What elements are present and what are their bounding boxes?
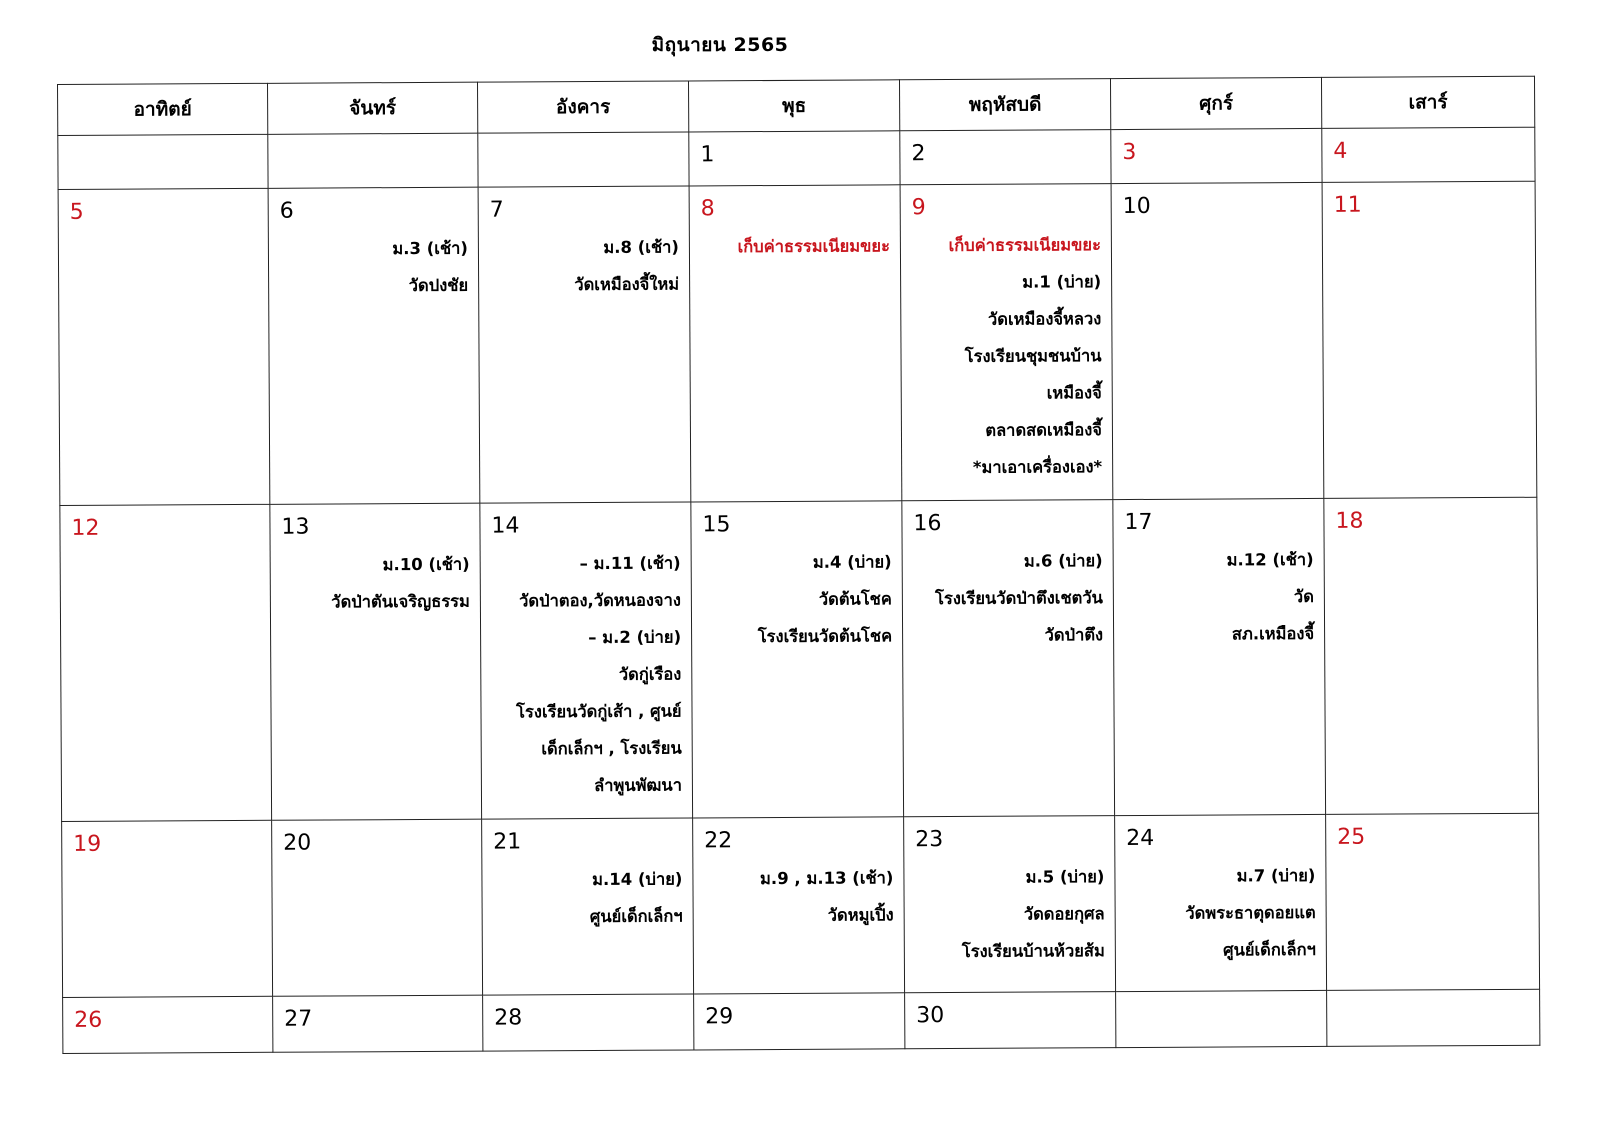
day-number: 8 bbox=[700, 196, 715, 222]
day-cell[interactable] bbox=[62, 820, 273, 997]
event-line: โรงเรียนวัดต้นโชค bbox=[757, 626, 893, 647]
empty-day-cell[interactable] bbox=[1327, 989, 1540, 1046]
weekday-tuesday: อังคาร bbox=[477, 81, 688, 133]
event-list bbox=[904, 852, 1115, 970]
empty-day-cell[interactable] bbox=[478, 132, 689, 187]
day-cell[interactable] bbox=[483, 994, 694, 1051]
event-line: ม.1 (บ่าย) bbox=[1022, 272, 1102, 292]
day-cell[interactable] bbox=[58, 188, 270, 505]
day-number: 25 bbox=[1337, 824, 1366, 850]
calendar-grid bbox=[57, 76, 1540, 1054]
event-list bbox=[690, 221, 900, 265]
day-number: 11 bbox=[1333, 192, 1362, 218]
empty-day-cell[interactable] bbox=[1116, 990, 1327, 1047]
week-row bbox=[62, 813, 1540, 997]
event-list bbox=[693, 853, 903, 934]
day-number: 24 bbox=[1126, 825, 1155, 852]
event-line: วัดต้นโชค bbox=[818, 589, 892, 609]
weekday-wednesday: พุธ bbox=[688, 80, 899, 132]
day-cell[interactable] bbox=[478, 186, 691, 503]
week-row bbox=[58, 127, 1535, 189]
day-cell[interactable] bbox=[689, 185, 902, 502]
day-cell[interactable] bbox=[482, 818, 694, 995]
day-number: 19 bbox=[73, 831, 102, 857]
day-cell[interactable] bbox=[273, 995, 483, 1052]
day-cell[interactable] bbox=[60, 504, 272, 821]
day-cell[interactable] bbox=[270, 503, 482, 820]
day-cell[interactable] bbox=[1322, 181, 1537, 498]
event-line: ม.6 (บ่าย) bbox=[1023, 551, 1103, 571]
event-line: วัดปงชัย bbox=[408, 275, 469, 296]
event-line: ม.5 (บ่าย) bbox=[1025, 867, 1105, 887]
day-number: 16 bbox=[913, 511, 942, 537]
event-line: ศูนย์เด็กเล็กฯ bbox=[589, 906, 683, 927]
event-line: ม.4 (บ่าย) bbox=[812, 552, 892, 572]
weekday-saturday: เสาร์ bbox=[1321, 76, 1534, 128]
event-line: – ม.2 (บ่าย) bbox=[588, 627, 682, 648]
day-cell[interactable] bbox=[1111, 182, 1324, 499]
event-list bbox=[692, 537, 903, 655]
event-line: วัดหมูเปิ้ง bbox=[827, 905, 894, 925]
event-list bbox=[1115, 851, 1326, 969]
day-number: 20 bbox=[283, 830, 312, 856]
event-list bbox=[481, 538, 692, 804]
day-number: 28 bbox=[494, 1005, 523, 1031]
day-number: 21 bbox=[493, 829, 522, 855]
day-cell[interactable] bbox=[1111, 128, 1322, 183]
weekday-thursday: พฤหัสบดี bbox=[899, 79, 1110, 131]
event-line: ม.12 (เช้า) bbox=[1226, 549, 1314, 570]
day-number: 26 bbox=[74, 1007, 103, 1033]
event-line: เก็บค่าธรรมเนียมขยะ bbox=[948, 235, 1101, 256]
day-number: 12 bbox=[71, 515, 100, 541]
event-line: ม.14 (บ่าย) bbox=[592, 869, 683, 890]
day-number: 30 bbox=[916, 1003, 945, 1029]
week-row bbox=[63, 989, 1540, 1053]
day-cell[interactable] bbox=[63, 996, 273, 1053]
day-cell[interactable] bbox=[693, 817, 905, 994]
weekday-friday: ศุกร์ bbox=[1110, 77, 1321, 129]
day-cell[interactable] bbox=[268, 187, 480, 504]
day-number: 14 bbox=[491, 513, 520, 539]
weekday-sunday: อาทิตย์ bbox=[58, 83, 268, 135]
empty-day-cell[interactable] bbox=[58, 134, 268, 189]
day-number: 29 bbox=[705, 1004, 734, 1030]
event-line: เด็กเล็กฯ , โรงเรียน bbox=[541, 738, 682, 759]
event-list bbox=[269, 224, 478, 305]
event-line: ม.10 (เช้า) bbox=[382, 554, 470, 575]
day-number: 23 bbox=[915, 827, 944, 853]
event-line: วัดป่าตันเจริญธรรม bbox=[331, 591, 470, 612]
day-cell[interactable] bbox=[272, 819, 483, 996]
day-cell[interactable] bbox=[689, 131, 900, 186]
event-list bbox=[271, 540, 480, 621]
event-line: สภ.เหมืองจี้ bbox=[1231, 623, 1315, 644]
day-number: 4 bbox=[1333, 138, 1348, 164]
day-number: 10 bbox=[1122, 193, 1151, 220]
event-line: โรงเรียนบ้านห้วยส้ม bbox=[961, 941, 1105, 961]
event-line: เก็บค่าธรรมเนียมขยะ bbox=[737, 236, 890, 257]
event-list bbox=[903, 536, 1114, 654]
day-cell[interactable] bbox=[480, 502, 693, 819]
day-cell[interactable] bbox=[1326, 813, 1540, 990]
event-line: วัดป่าตอง,วัดหนองจาง bbox=[519, 590, 681, 611]
event-line: ม.8 (เช้า) bbox=[603, 237, 679, 257]
day-cell[interactable] bbox=[1322, 127, 1535, 182]
day-number: 9 bbox=[911, 195, 926, 221]
day-cell[interactable] bbox=[900, 184, 1113, 501]
day-cell[interactable] bbox=[1113, 498, 1326, 815]
event-list bbox=[482, 854, 692, 935]
event-list bbox=[479, 222, 689, 303]
week-row bbox=[60, 497, 1539, 821]
event-list bbox=[901, 220, 1112, 486]
event-line: *มาเอาเครื่องเอง* bbox=[972, 457, 1103, 477]
event-line: ลำพูนพัฒนา bbox=[594, 775, 682, 796]
day-cell[interactable] bbox=[904, 816, 1116, 993]
event-line: ศูนย์เด็กเล็กฯ bbox=[1223, 939, 1316, 960]
day-cell[interactable] bbox=[691, 501, 904, 818]
day-cell[interactable] bbox=[900, 130, 1111, 185]
event-line: โรงเรียนวัดป่าตึงเชตวัน bbox=[935, 588, 1103, 609]
day-number: 7 bbox=[489, 197, 504, 223]
day-number: 2 bbox=[911, 141, 926, 167]
day-number: 22 bbox=[704, 828, 733, 854]
event-line: โรงเรียนชุมชนบ้าน bbox=[964, 346, 1102, 366]
event-line: เหมืองจี้ bbox=[1046, 383, 1102, 403]
day-cell[interactable] bbox=[694, 993, 905, 1050]
event-line: – ม.11 (เช้า) bbox=[579, 553, 681, 574]
event-line: วัดเหมืองจี้ใหม่ bbox=[574, 274, 680, 295]
event-line: ม.3 (เช้า) bbox=[392, 238, 468, 259]
event-line: วัดพระธาตุดอยแต bbox=[1185, 902, 1316, 923]
day-number: 6 bbox=[279, 198, 294, 224]
event-line: วัด bbox=[1293, 586, 1314, 607]
event-line: วัดเหมืองจี้หลวง bbox=[987, 309, 1102, 329]
day-number: 3 bbox=[1122, 139, 1137, 166]
day-number: 13 bbox=[281, 514, 310, 540]
day-cell[interactable] bbox=[905, 992, 1116, 1049]
weekday-header-row bbox=[58, 76, 1535, 135]
event-line: ตลาดสดเหมืองจี้ bbox=[985, 420, 1102, 440]
empty-day-cell[interactable] bbox=[268, 133, 478, 188]
day-number: 27 bbox=[284, 1006, 313, 1032]
event-line: โรงเรียนวัดกู่เส้า , ศูนย์ bbox=[516, 701, 682, 722]
day-number: 15 bbox=[702, 512, 731, 538]
event-line: ม.7 (บ่าย) bbox=[1236, 865, 1316, 886]
calendar-title: มิถุนายน 2565 bbox=[651, 34, 789, 56]
day-number: 18 bbox=[1335, 508, 1364, 534]
day-number: 1 bbox=[700, 142, 715, 168]
event-line: วัดป่าตึง bbox=[1044, 625, 1104, 645]
event-line: วัดดอยกุศล bbox=[1023, 904, 1105, 924]
weekday-monday: จันทร์ bbox=[267, 82, 477, 134]
event-line: วัดกู่เรือง bbox=[618, 664, 682, 684]
day-cell[interactable] bbox=[1324, 497, 1539, 814]
event-list bbox=[1114, 535, 1325, 653]
calendar-body bbox=[58, 127, 1540, 1053]
day-cell[interactable] bbox=[1115, 814, 1327, 991]
day-number: 17 bbox=[1124, 509, 1153, 536]
event-line: ม.9 , ม.13 (เช้า) bbox=[759, 868, 894, 889]
day-number: 5 bbox=[69, 199, 84, 225]
day-cell[interactable] bbox=[902, 500, 1115, 817]
week-row bbox=[58, 181, 1537, 505]
